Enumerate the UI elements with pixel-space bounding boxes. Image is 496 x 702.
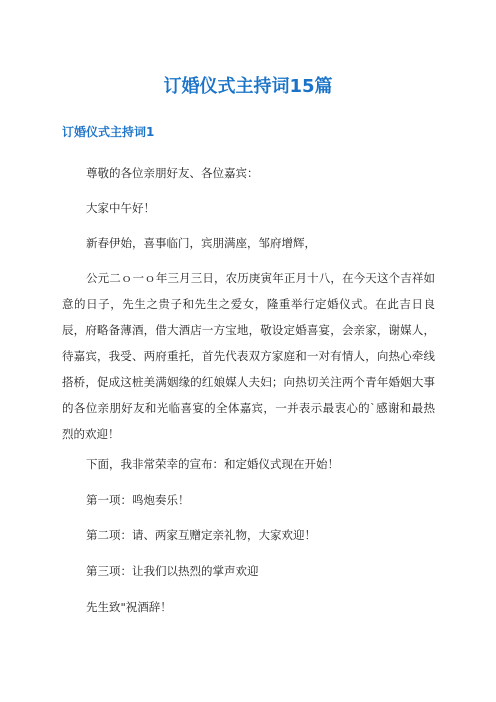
paragraph-toast: 先生致"祝酒辞！ [86,600,172,614]
paragraph-main-body: 公元二ｏ一ｏ年三月三日，农历庚寅年正月十八，在今天这个吉祥如意的日子，先生之贵子和先生之爱女，隆重举行定婚仪式。在此吉日良辰，府略备薄酒，借大酒店一方宝地，敬设定婚喜宴，会亲家，谢媒人，待嘉宾，我受、两府重托，首先代表双方家庭和一对有情人，向热心牵线搭桥，促成这桩美满姻缘的红娘媒人夫妇；向热切关注两个青年婚姻大事的各位亲朋好友和光临喜宴的全体嘉宾，一并表示最衷心的`感谢和最热烈的欢迎！ [62,271,435,441]
paragraph-greeting: 尊敬的各位亲朋好友、各位嘉宾： [86,166,259,180]
paragraph-item-1: 第一项：鸣炮奏乐！ [86,493,190,507]
paragraph-new-spring: 新春伊始，喜事临门，宾朋满座，邹府增辉， [86,236,316,250]
paragraph-item-2: 第二项：请、两家互赠定亲礼物，大家欢迎！ [86,528,316,542]
paragraph-announcement: 下面，我非常荣幸的宣布：和定婚仪式现在开始！ [86,457,339,471]
document-title: 订婚仪式主持词15篇 [163,76,333,97]
section-heading: 订婚仪式主持词1 [62,125,155,139]
paragraph-item-3: 第三项：让我们以热烈的掌声欢迎 [86,564,259,578]
paragraph-good-noon: 大家中午好！ [86,201,155,215]
